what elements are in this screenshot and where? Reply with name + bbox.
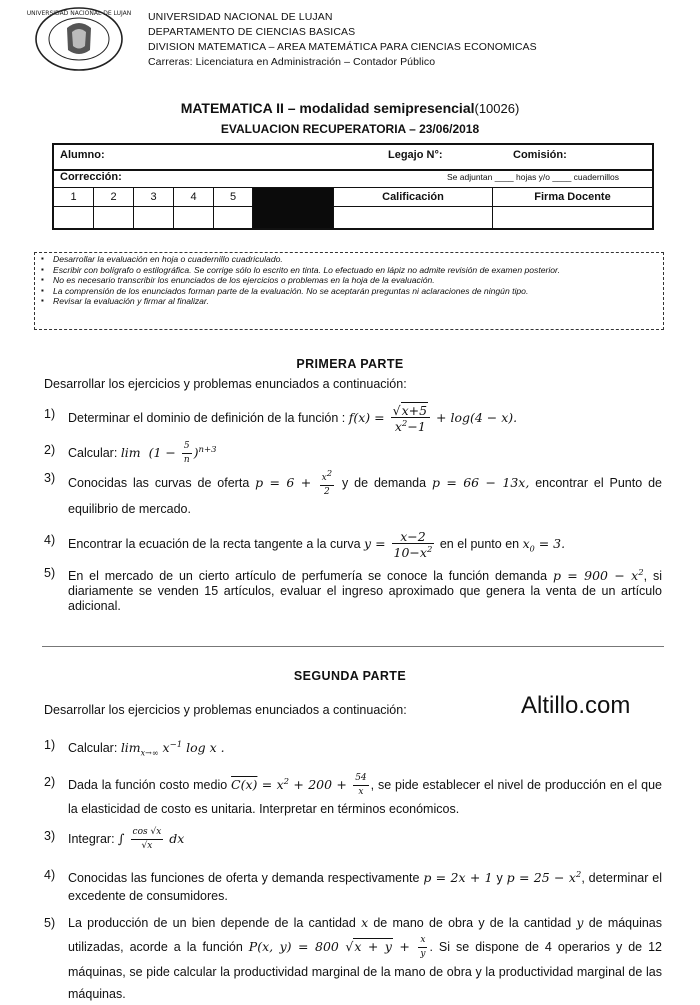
formula: $C(x) = x^2 + 200$ + $\frac{54}{x}$	[231, 773, 367, 798]
exercise-text: La producción de un bien depende de la cantidad	[68, 916, 356, 930]
exercise-number: 5)	[44, 916, 56, 930]
exercise-number: 3)	[44, 471, 56, 485]
adjuntan-note: Se adjuntan ____ hojas y/o ____ cuadernillos	[447, 172, 620, 182]
exercise-number: 4)	[44, 533, 56, 547]
exercise-number: 4	[174, 188, 214, 206]
exercise-text: de mano de obra y de la cantidad	[373, 916, 572, 930]
institution-line: DEPARTAMENTO DE CIENCIAS BASICAS	[148, 26, 356, 38]
score-cell	[134, 206, 174, 228]
instruction-item: ▪ No es necesario transcribir los enunciados de los ejercicios o problemas en la hoja de la evaluación.	[53, 275, 663, 286]
formula: $x_0 = 3$.	[522, 536, 566, 554]
score-cell	[94, 206, 134, 228]
firma-cell	[493, 206, 652, 228]
course-code: (10026)	[474, 101, 520, 116]
score-header-row	[54, 188, 652, 207]
exercise-number: 1	[54, 188, 94, 206]
exercise-text: . Si se dispone de 4 operarios y de 12 máquinas, se pide calcular la productividad marginal de la mano de obra y la productividad marginal de las máquinas.	[68, 940, 662, 1001]
exercise-text: Calcular:	[68, 446, 118, 461]
exercise-text: Encontrar la ecuación de la recta tangente a la curva	[68, 537, 361, 552]
score-entry-row	[54, 206, 652, 228]
exercise-text: En el mercado de un cierto artículo de perfumería se conoce la función demanda	[68, 569, 548, 584]
formula: $\lim_{x\to\infty} x^{-1}$ log x .	[120, 740, 225, 758]
section-divider	[42, 646, 664, 647]
exercise-text: Calcular:	[68, 741, 118, 756]
exercise-number: 2	[94, 188, 134, 206]
exercise-text: y de demanda	[342, 476, 427, 490]
correccion-label: Corrección:	[60, 171, 122, 183]
exercise-text: , se pide establecer el nivel de producción en el que la elasticidad de costo es unitaria. Interpretar en términos económicos.	[68, 778, 662, 817]
institution-line: DIVISION MATEMATICA – AREA MATEMÁTICA PARA CIENCIAS ECONOMICAS	[148, 41, 537, 53]
comision-label: Comisión:	[513, 149, 567, 161]
student-info-table	[52, 143, 654, 230]
section-heading-primera: PRIMERA PARTE	[296, 357, 404, 371]
formula: f(x) = $\frac{√x+5}{x^2-1}$ + log(4 − x).	[348, 403, 518, 435]
formula: p = 6 + $\frac{x^2}{2}$	[255, 469, 333, 497]
title-text: MATEMATICA II – modalidad semipresencial	[180, 100, 475, 116]
section-intro: Desarrollar los ejercicios y problemas enunciados a continuación:	[44, 377, 407, 391]
seal-text: UNIVERSIDAD NACIONAL DE LUJAN	[26, 10, 132, 17]
exercise-number: 1)	[44, 407, 56, 421]
exercise-text: Integrar:	[68, 832, 115, 846]
university-seal	[26, 6, 132, 72]
exercise-number: 4)	[44, 868, 56, 882]
formula: y	[576, 915, 584, 930]
legajo-label: Legajo N°:	[388, 149, 443, 161]
instruction-item: ▪ Desarrollar la evaluación en hoja o cuadernillo cuadriculado.	[53, 254, 663, 265]
altillo-watermark: Altillo.com	[521, 692, 631, 719]
formula: $p = 25 - x^2$	[506, 870, 582, 886]
exercise-text: encontrar el Punto de equilibrio de mercado.	[68, 476, 662, 516]
calificacion-cell	[333, 206, 493, 228]
exam-subtitle: EVALUACION RECUPERATORIA – 23/06/2018	[220, 122, 480, 136]
instructions-box	[34, 252, 664, 330]
exam-title	[0, 100, 700, 116]
instruction-item: ▪ La comprensión de los enunciados forman parte de la evaluación. No se aceptarán preguntas ni aclaraciones de ningún tipo.	[53, 286, 663, 297]
exercise-text: de máquinas utilizadas, acorde a la función	[68, 916, 663, 954]
exercise-text: y	[496, 871, 503, 886]
correccion-row	[54, 169, 652, 188]
formula: x	[361, 915, 369, 930]
exercise-text: en el punto en	[439, 537, 520, 552]
formula: $p = 900 - x^2$	[552, 568, 644, 584]
institution-line: Carreras: Licenciatura en Administración – Contador Público	[148, 56, 436, 68]
institution-block	[148, 10, 537, 70]
formula: p = 66 − 13x,	[431, 475, 530, 490]
exercise-number: 3)	[44, 829, 56, 843]
institution-line: UNIVERSIDAD NACIONAL DE LUJAN	[148, 11, 333, 23]
exercise-number: 5	[214, 188, 253, 206]
instruction-item: ▪ Revisar la evaluación y firmar al finalizar.	[53, 296, 663, 307]
student-row	[54, 145, 652, 171]
exercise-number: 2)	[44, 443, 56, 457]
exercise-text: Determinar el dominio de definición de la función :	[68, 411, 346, 426]
exercise-number: 5)	[44, 566, 56, 580]
score-cell	[174, 206, 214, 228]
section-heading-segunda: SEGUNDA PARTE	[293, 669, 407, 683]
score-cell	[214, 206, 253, 228]
formula: p = 2x + 1	[423, 870, 493, 886]
exercise-text: , si diariamente se venden 15 artículos, evaluar el ingreso aproximado que genera la venta de un artículo adicional.	[68, 569, 662, 614]
formula: y = $\frac{x-2}{10-x^2}$	[364, 529, 433, 561]
formula: P(x, y) = 800 √x + y + $\frac{x}{y}$	[248, 935, 426, 959]
blacked-out-cell	[253, 188, 333, 228]
score-cell	[54, 206, 94, 228]
exercise-text: Conocidas las curvas de oferta	[68, 476, 250, 490]
instruction-item: ▪ Escribir con bolígrafo o estilográfica. Se corrige sólo lo escrito en tinta. Lo efectuado en lápiz no admite revisión de examen posterior.	[53, 265, 663, 276]
exercise-number: 3	[134, 188, 174, 206]
alumno-label: Alumno:	[60, 149, 105, 161]
section-intro: Desarrollar los ejercicios y problemas enunciados a continuación:	[44, 703, 407, 717]
exercise-number: 1)	[44, 738, 56, 752]
exercise-text: Conocidas las funciones de oferta y demanda respectivamente	[68, 871, 420, 886]
firma-header: Firma Docente	[534, 191, 611, 203]
formula: lim (1 − $\frac{5}{n}$ )$^{n+3}$	[120, 441, 217, 466]
exercise-number: 2)	[44, 775, 56, 789]
exercise-text: , determinar el excedente de consumidores.	[68, 871, 662, 904]
exercise-text: Dada la función costo medio	[68, 778, 228, 793]
formula: ∫ $\frac{\cos √x}{√x}$ dx	[118, 827, 185, 851]
calificacion-header: Calificación	[333, 188, 493, 206]
